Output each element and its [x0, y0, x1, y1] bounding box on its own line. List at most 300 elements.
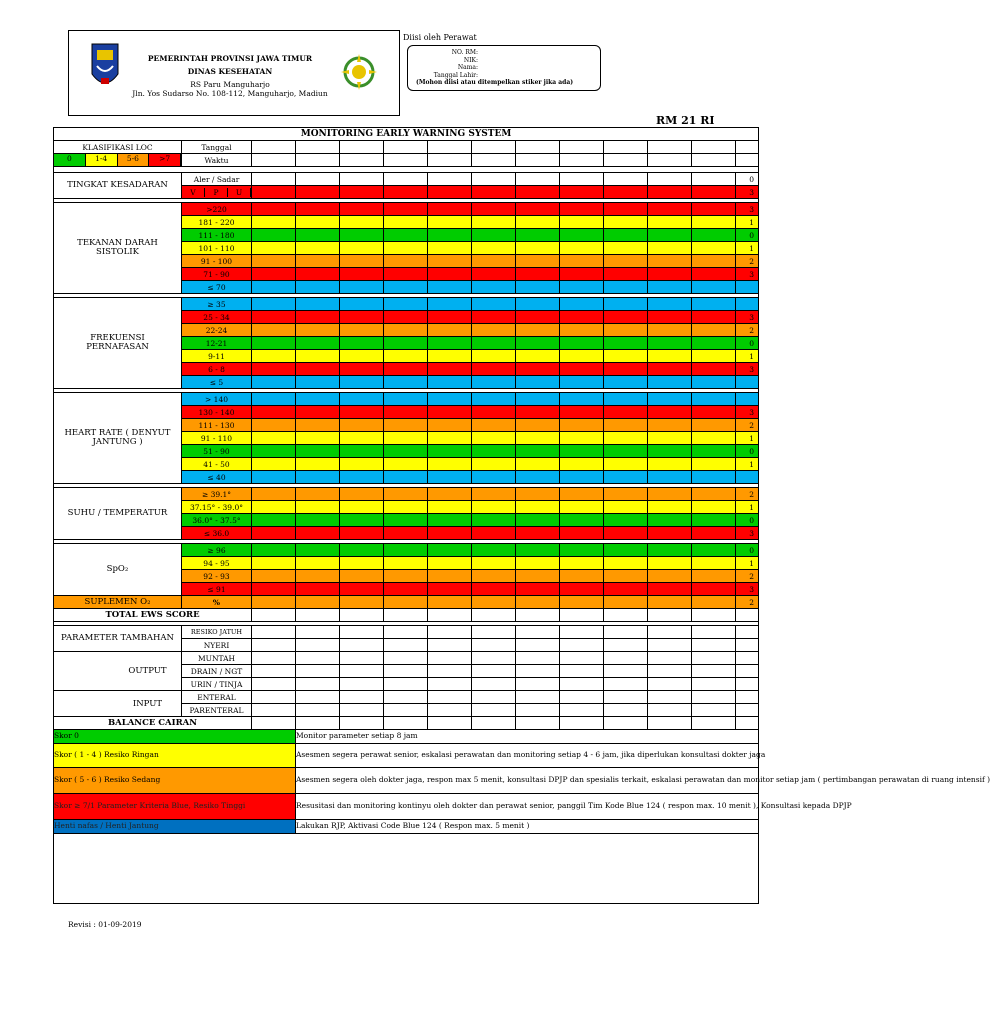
entry-cell[interactable] — [560, 406, 604, 419]
entry-cell[interactable] — [428, 255, 472, 268]
entry-cell[interactable] — [516, 216, 560, 229]
entry-cell[interactable] — [516, 298, 560, 311]
entry-cell[interactable] — [296, 154, 340, 167]
entry-cell[interactable] — [296, 527, 340, 540]
entry-cell[interactable] — [648, 717, 692, 730]
entry-cell[interactable] — [252, 337, 296, 350]
entry-cell[interactable] — [648, 324, 692, 337]
entry-cell[interactable] — [736, 652, 759, 665]
entry-cell[interactable] — [692, 583, 736, 596]
entry-cell[interactable] — [516, 186, 560, 199]
entry-cell[interactable] — [384, 652, 428, 665]
entry-cell[interactable] — [296, 216, 340, 229]
entry-cell[interactable] — [384, 216, 428, 229]
entry-cell[interactable] — [428, 203, 472, 216]
entry-cell[interactable] — [648, 242, 692, 255]
entry-cell[interactable] — [560, 544, 604, 557]
entry-cell[interactable] — [648, 514, 692, 527]
entry-cell[interactable] — [296, 203, 340, 216]
entry-cell[interactable] — [560, 678, 604, 691]
entry-cell[interactable] — [736, 639, 759, 652]
entry-cell[interactable] — [736, 154, 759, 167]
entry-cell[interactable] — [296, 626, 340, 639]
entry-cell[interactable] — [296, 337, 340, 350]
entry-cell[interactable] — [604, 609, 648, 622]
entry-cell[interactable] — [340, 639, 384, 652]
entry-cell[interactable] — [516, 242, 560, 255]
entry-cell[interactable] — [560, 557, 604, 570]
entry-cell[interactable] — [472, 229, 516, 242]
entry-cell[interactable] — [692, 626, 736, 639]
entry-cell[interactable] — [340, 445, 384, 458]
entry-cell[interactable] — [252, 350, 296, 363]
entry-cell[interactable] — [472, 281, 516, 294]
entry-cell[interactable] — [648, 216, 692, 229]
entry-cell[interactable] — [516, 639, 560, 652]
entry-cell[interactable] — [692, 216, 736, 229]
entry-cell[interactable] — [252, 432, 296, 445]
entry-cell[interactable] — [384, 717, 428, 730]
entry-cell[interactable] — [428, 544, 472, 557]
entry-cell[interactable] — [428, 376, 472, 389]
entry-cell[interactable] — [428, 665, 472, 678]
entry-cell[interactable] — [516, 406, 560, 419]
entry-cell[interactable] — [648, 557, 692, 570]
entry-cell[interactable] — [692, 268, 736, 281]
entry-cell[interactable] — [604, 324, 648, 337]
entry-cell[interactable] — [604, 488, 648, 501]
entry-cell[interactable] — [472, 678, 516, 691]
entry-cell[interactable] — [692, 376, 736, 389]
entry-cell[interactable] — [472, 488, 516, 501]
entry-cell[interactable] — [648, 337, 692, 350]
entry-cell[interactable] — [560, 363, 604, 376]
entry-cell[interactable] — [340, 298, 384, 311]
entry-cell[interactable] — [340, 583, 384, 596]
entry-cell[interactable] — [428, 639, 472, 652]
entry-cell[interactable] — [384, 376, 428, 389]
entry-cell[interactable] — [296, 376, 340, 389]
entry-cell[interactable] — [340, 501, 384, 514]
entry-cell[interactable] — [604, 704, 648, 717]
entry-cell[interactable] — [560, 471, 604, 484]
entry-cell[interactable] — [428, 141, 472, 154]
entry-cell[interactable] — [604, 501, 648, 514]
entry-cell[interactable] — [604, 419, 648, 432]
entry-cell[interactable] — [604, 678, 648, 691]
entry-cell[interactable] — [604, 281, 648, 294]
entry-cell[interactable] — [296, 609, 340, 622]
entry-cell[interactable] — [428, 583, 472, 596]
entry-cell[interactable] — [736, 141, 759, 154]
entry-cell[interactable] — [516, 544, 560, 557]
entry-cell[interactable] — [604, 268, 648, 281]
entry-cell[interactable] — [296, 488, 340, 501]
entry-cell[interactable] — [560, 268, 604, 281]
entry-cell[interactable] — [428, 324, 472, 337]
entry-cell[interactable] — [340, 350, 384, 363]
entry-cell[interactable] — [560, 337, 604, 350]
entry-cell[interactable] — [736, 665, 759, 678]
entry-cell[interactable] — [560, 173, 604, 186]
entry-cell[interactable] — [516, 717, 560, 730]
entry-cell[interactable] — [252, 501, 296, 514]
entry-cell[interactable] — [604, 350, 648, 363]
entry-cell[interactable] — [252, 570, 296, 583]
entry-cell[interactable] — [604, 691, 648, 704]
entry-cell[interactable] — [648, 419, 692, 432]
entry-cell[interactable] — [296, 691, 340, 704]
entry-cell[interactable] — [648, 281, 692, 294]
entry-cell[interactable] — [604, 173, 648, 186]
entry-cell[interactable] — [648, 311, 692, 324]
entry-cell[interactable] — [692, 298, 736, 311]
entry-cell[interactable] — [604, 445, 648, 458]
entry-cell[interactable] — [692, 281, 736, 294]
entry-cell[interactable] — [560, 665, 604, 678]
entry-cell[interactable] — [384, 432, 428, 445]
entry-cell[interactable] — [340, 311, 384, 324]
entry-cell[interactable] — [428, 154, 472, 167]
entry-cell[interactable] — [604, 458, 648, 471]
entry-cell[interactable] — [296, 363, 340, 376]
entry-cell[interactable] — [692, 639, 736, 652]
entry-cell[interactable] — [560, 229, 604, 242]
entry-cell[interactable] — [296, 432, 340, 445]
entry-cell[interactable] — [516, 203, 560, 216]
entry-cell[interactable] — [472, 298, 516, 311]
entry-cell[interactable] — [340, 514, 384, 527]
entry-cell[interactable] — [692, 652, 736, 665]
entry-cell[interactable] — [604, 652, 648, 665]
entry-cell[interactable] — [428, 311, 472, 324]
entry-cell[interactable] — [472, 557, 516, 570]
entry-cell[interactable] — [252, 665, 296, 678]
entry-cell[interactable] — [560, 458, 604, 471]
entry-cell[interactable] — [472, 203, 516, 216]
entry-cell[interactable] — [604, 154, 648, 167]
entry-cell[interactable] — [472, 583, 516, 596]
entry-cell[interactable] — [516, 363, 560, 376]
entry-cell[interactable] — [252, 458, 296, 471]
entry-cell[interactable] — [252, 691, 296, 704]
entry-cell[interactable] — [384, 419, 428, 432]
entry-cell[interactable] — [340, 652, 384, 665]
entry-cell[interactable] — [472, 363, 516, 376]
entry-cell[interactable] — [384, 704, 428, 717]
entry-cell[interactable] — [296, 652, 340, 665]
entry-cell[interactable] — [428, 609, 472, 622]
entry-cell[interactable] — [252, 242, 296, 255]
entry-cell[interactable] — [692, 445, 736, 458]
entry-cell[interactable] — [428, 557, 472, 570]
entry-cell[interactable] — [472, 717, 516, 730]
entry-cell[interactable] — [472, 570, 516, 583]
entry-cell[interactable] — [472, 419, 516, 432]
entry-cell[interactable] — [560, 717, 604, 730]
entry-cell[interactable] — [560, 154, 604, 167]
entry-cell[interactable] — [428, 488, 472, 501]
entry-cell[interactable] — [560, 350, 604, 363]
entry-cell[interactable] — [560, 419, 604, 432]
entry-cell[interactable] — [428, 691, 472, 704]
entry-cell[interactable] — [604, 203, 648, 216]
entry-cell[interactable] — [516, 501, 560, 514]
entry-cell[interactable] — [472, 596, 516, 609]
entry-cell[interactable] — [384, 458, 428, 471]
entry-cell[interactable] — [252, 216, 296, 229]
entry-cell[interactable] — [648, 596, 692, 609]
entry-cell[interactable] — [340, 488, 384, 501]
entry-cell[interactable] — [516, 281, 560, 294]
entry-cell[interactable] — [560, 281, 604, 294]
entry-cell[interactable] — [604, 311, 648, 324]
entry-cell[interactable] — [340, 141, 384, 154]
entry-cell[interactable] — [428, 173, 472, 186]
entry-cell[interactable] — [604, 639, 648, 652]
entry-cell[interactable] — [736, 609, 759, 622]
entry-cell[interactable] — [648, 255, 692, 268]
entry-cell[interactable] — [516, 419, 560, 432]
entry-cell[interactable] — [340, 406, 384, 419]
entry-cell[interactable] — [692, 419, 736, 432]
entry-cell[interactable] — [340, 154, 384, 167]
entry-cell[interactable] — [648, 488, 692, 501]
entry-cell[interactable] — [296, 678, 340, 691]
entry-cell[interactable] — [384, 678, 428, 691]
entry-cell[interactable] — [384, 445, 428, 458]
entry-cell[interactable] — [472, 514, 516, 527]
entry-cell[interactable] — [340, 337, 384, 350]
entry-cell[interactable] — [472, 665, 516, 678]
entry-cell[interactable] — [472, 544, 516, 557]
entry-cell[interactable] — [340, 704, 384, 717]
entry-cell[interactable] — [428, 527, 472, 540]
entry-cell[interactable] — [296, 406, 340, 419]
entry-cell[interactable] — [516, 471, 560, 484]
entry-cell[interactable] — [340, 376, 384, 389]
entry-cell[interactable] — [472, 691, 516, 704]
entry-cell[interactable] — [604, 717, 648, 730]
entry-cell[interactable] — [340, 419, 384, 432]
entry-cell[interactable] — [472, 639, 516, 652]
entry-cell[interactable] — [252, 704, 296, 717]
entry-cell[interactable] — [604, 229, 648, 242]
entry-cell[interactable] — [472, 393, 516, 406]
entry-cell[interactable] — [428, 298, 472, 311]
entry-cell[interactable] — [604, 255, 648, 268]
entry-cell[interactable] — [516, 626, 560, 639]
entry-cell[interactable] — [428, 363, 472, 376]
entry-cell[interactable] — [428, 242, 472, 255]
entry-cell[interactable] — [692, 527, 736, 540]
entry-cell[interactable] — [340, 173, 384, 186]
entry-cell[interactable] — [296, 281, 340, 294]
entry-cell[interactable] — [472, 242, 516, 255]
notes-area[interactable] — [54, 834, 759, 904]
entry-cell[interactable] — [648, 527, 692, 540]
entry-cell[interactable] — [560, 298, 604, 311]
entry-cell[interactable] — [384, 311, 428, 324]
entry-cell[interactable] — [648, 570, 692, 583]
entry-cell[interactable] — [560, 311, 604, 324]
entry-cell[interactable] — [252, 626, 296, 639]
entry-cell[interactable] — [252, 173, 296, 186]
entry-cell[interactable] — [384, 501, 428, 514]
entry-cell[interactable] — [472, 350, 516, 363]
entry-cell[interactable] — [340, 596, 384, 609]
entry-cell[interactable] — [296, 570, 340, 583]
entry-cell[interactable] — [516, 665, 560, 678]
entry-cell[interactable] — [384, 514, 428, 527]
entry-cell[interactable] — [384, 406, 428, 419]
entry-cell[interactable] — [648, 678, 692, 691]
entry-cell[interactable] — [692, 229, 736, 242]
entry-cell[interactable] — [296, 704, 340, 717]
entry-cell[interactable] — [252, 363, 296, 376]
entry-cell[interactable] — [560, 639, 604, 652]
entry-cell[interactable] — [296, 255, 340, 268]
entry-cell[interactable] — [296, 596, 340, 609]
entry-cell[interactable] — [516, 704, 560, 717]
entry-cell[interactable] — [428, 626, 472, 639]
entry-cell[interactable] — [384, 609, 428, 622]
entry-cell[interactable] — [604, 337, 648, 350]
entry-cell[interactable] — [340, 393, 384, 406]
entry-cell[interactable] — [340, 216, 384, 229]
entry-cell[interactable] — [560, 704, 604, 717]
entry-cell[interactable] — [560, 527, 604, 540]
entry-cell[interactable] — [472, 471, 516, 484]
entry-cell[interactable] — [472, 268, 516, 281]
entry-cell[interactable] — [516, 393, 560, 406]
entry-cell[interactable] — [252, 471, 296, 484]
entry-cell[interactable] — [252, 652, 296, 665]
entry-cell[interactable] — [648, 471, 692, 484]
entry-cell[interactable] — [560, 324, 604, 337]
entry-cell[interactable] — [472, 445, 516, 458]
entry-cell[interactable] — [252, 419, 296, 432]
entry-cell[interactable] — [472, 376, 516, 389]
entry-cell[interactable] — [340, 458, 384, 471]
entry-cell[interactable] — [604, 596, 648, 609]
entry-cell[interactable] — [604, 406, 648, 419]
entry-cell[interactable] — [516, 311, 560, 324]
entry-cell[interactable] — [560, 652, 604, 665]
entry-cell[interactable] — [516, 268, 560, 281]
entry-cell[interactable] — [560, 445, 604, 458]
entry-cell[interactable] — [428, 406, 472, 419]
entry-cell[interactable] — [428, 229, 472, 242]
entry-cell[interactable] — [692, 704, 736, 717]
entry-cell[interactable] — [604, 626, 648, 639]
entry-cell[interactable] — [516, 691, 560, 704]
entry-cell[interactable] — [384, 639, 428, 652]
entry-cell[interactable] — [648, 186, 692, 199]
entry-cell[interactable] — [736, 678, 759, 691]
entry-cell[interactable] — [604, 527, 648, 540]
entry-cell[interactable] — [648, 609, 692, 622]
entry-cell[interactable] — [648, 393, 692, 406]
entry-cell[interactable] — [604, 242, 648, 255]
entry-cell[interactable] — [516, 350, 560, 363]
entry-cell[interactable] — [648, 268, 692, 281]
entry-cell[interactable] — [296, 242, 340, 255]
entry-cell[interactable] — [648, 652, 692, 665]
entry-cell[interactable] — [428, 281, 472, 294]
entry-cell[interactable] — [296, 311, 340, 324]
entry-cell[interactable] — [296, 557, 340, 570]
entry-cell[interactable] — [428, 678, 472, 691]
entry-cell[interactable] — [340, 691, 384, 704]
entry-cell[interactable] — [472, 432, 516, 445]
entry-cell[interactable] — [692, 544, 736, 557]
entry-cell[interactable] — [692, 255, 736, 268]
entry-cell[interactable] — [516, 376, 560, 389]
entry-cell[interactable] — [252, 583, 296, 596]
entry-cell[interactable] — [428, 350, 472, 363]
entry-cell[interactable] — [340, 544, 384, 557]
entry-cell[interactable] — [692, 173, 736, 186]
entry-cell[interactable] — [472, 216, 516, 229]
entry-cell[interactable] — [692, 717, 736, 730]
entry-cell[interactable] — [472, 406, 516, 419]
entry-cell[interactable] — [296, 471, 340, 484]
entry-cell[interactable] — [252, 639, 296, 652]
entry-cell[interactable] — [384, 471, 428, 484]
entry-cell[interactable] — [604, 363, 648, 376]
entry-cell[interactable] — [648, 639, 692, 652]
entry-cell[interactable] — [560, 488, 604, 501]
entry-cell[interactable] — [384, 154, 428, 167]
entry-cell[interactable] — [252, 376, 296, 389]
entry-cell[interactable] — [560, 570, 604, 583]
entry-cell[interactable] — [252, 406, 296, 419]
entry-cell[interactable] — [516, 229, 560, 242]
entry-cell[interactable] — [692, 557, 736, 570]
entry-cell[interactable] — [428, 717, 472, 730]
entry-cell[interactable] — [428, 445, 472, 458]
entry-cell[interactable] — [472, 527, 516, 540]
entry-cell[interactable] — [384, 570, 428, 583]
entry-cell[interactable] — [692, 242, 736, 255]
entry-cell[interactable] — [296, 268, 340, 281]
entry-cell[interactable] — [692, 665, 736, 678]
entry-cell[interactable] — [428, 186, 472, 199]
entry-cell[interactable] — [428, 337, 472, 350]
entry-cell[interactable] — [736, 704, 759, 717]
entry-cell[interactable] — [648, 691, 692, 704]
entry-cell[interactable] — [604, 298, 648, 311]
entry-cell[interactable] — [384, 488, 428, 501]
entry-cell[interactable] — [604, 141, 648, 154]
entry-cell[interactable] — [252, 203, 296, 216]
entry-cell[interactable] — [648, 544, 692, 557]
entry-cell[interactable] — [340, 678, 384, 691]
entry-cell[interactable] — [428, 514, 472, 527]
entry-cell[interactable] — [604, 665, 648, 678]
entry-cell[interactable] — [472, 154, 516, 167]
entry-cell[interactable] — [560, 501, 604, 514]
entry-cell[interactable] — [296, 583, 340, 596]
entry-cell[interactable] — [472, 324, 516, 337]
entry-cell[interactable] — [296, 639, 340, 652]
entry-cell[interactable] — [252, 678, 296, 691]
entry-cell[interactable] — [384, 268, 428, 281]
entry-cell[interactable] — [692, 406, 736, 419]
entry-cell[interactable] — [340, 242, 384, 255]
entry-cell[interactable] — [516, 173, 560, 186]
